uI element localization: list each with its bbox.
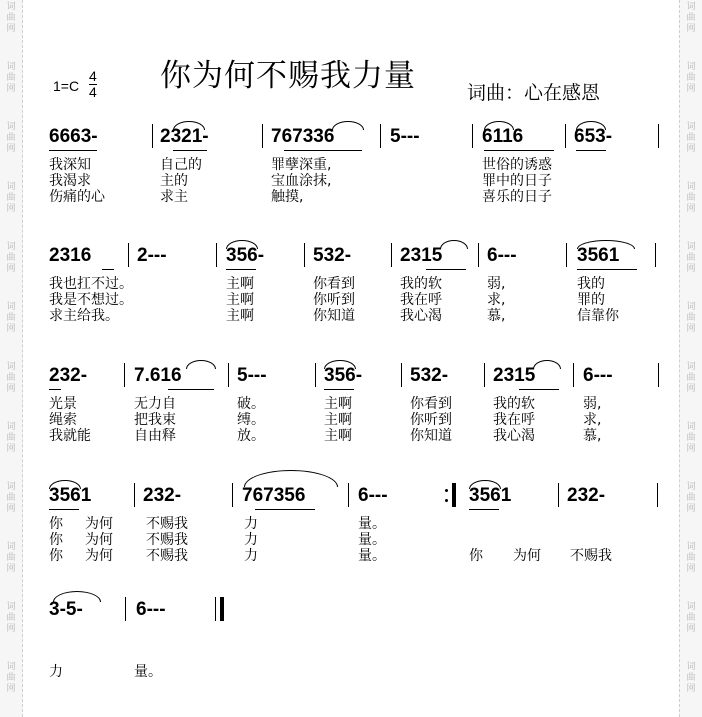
watermark-text: 词 曲 网 xyxy=(6,302,16,334)
measure-1-5: 6116 xyxy=(482,126,524,147)
lyric: 你看到 xyxy=(410,396,452,412)
measure-2-7: 3561 xyxy=(577,245,620,266)
final-barline-thick xyxy=(220,597,224,621)
barline xyxy=(125,597,126,621)
barline xyxy=(380,124,381,148)
lyric: 触摸, xyxy=(271,189,304,205)
beam-line xyxy=(324,389,354,390)
lyric: 慕, xyxy=(583,428,602,444)
beam-line xyxy=(577,269,637,270)
lyric: 我的软 xyxy=(493,396,535,412)
lyric: 你 xyxy=(49,516,63,532)
watermark-text: 词 曲 网 xyxy=(6,542,16,574)
lyric: 自由释 xyxy=(134,428,176,444)
repeat-dot xyxy=(445,499,448,502)
lyric: 你听到 xyxy=(410,412,452,428)
lyric: 力 xyxy=(244,548,258,564)
barline xyxy=(152,124,153,148)
slur xyxy=(173,121,205,130)
barline xyxy=(262,124,263,148)
lyric: 为何 xyxy=(85,548,113,564)
slur xyxy=(244,470,338,487)
lyric: 量。 xyxy=(134,664,162,680)
measure-3-3: 5--- xyxy=(237,365,267,386)
lyric: 力 xyxy=(49,664,63,680)
lyric: 罪孽深重, xyxy=(271,157,332,173)
lyric: 我的 xyxy=(577,276,605,292)
slur xyxy=(53,591,101,602)
barline xyxy=(484,363,485,387)
barline xyxy=(124,363,125,387)
barline xyxy=(216,243,217,267)
watermark-text: 词 曲 网 xyxy=(686,602,696,634)
measure-3-5: 532- xyxy=(410,365,449,386)
watermark-text: 词 曲 网 xyxy=(686,362,696,394)
lyric: 光景 xyxy=(49,396,77,412)
measure-3-6: 2315 xyxy=(493,365,536,386)
lyric: 主啊 xyxy=(226,276,254,292)
barline xyxy=(472,124,473,148)
lyric: 量。 xyxy=(358,516,386,532)
time-signature xyxy=(89,69,97,100)
credit-line: 词曲：心在感恩 xyxy=(467,82,601,104)
lyric: 你 xyxy=(469,548,483,564)
lyric: 主啊 xyxy=(324,412,352,428)
watermark-text: 词 曲 网 xyxy=(6,122,16,154)
barline xyxy=(232,483,233,507)
time-signature-bottom: 4 xyxy=(89,84,97,100)
lyric: 弱, xyxy=(487,276,506,292)
slur xyxy=(484,121,514,130)
lyric: 求主 xyxy=(160,189,188,205)
measure-2-5: 2315 xyxy=(400,245,443,266)
barline xyxy=(566,243,567,267)
slur xyxy=(324,360,356,369)
song-title: 你为何不赐我力量 xyxy=(160,58,416,94)
measure-3-4: 356- xyxy=(324,365,363,386)
beam-line xyxy=(226,269,256,270)
lyric: 主啊 xyxy=(324,396,352,412)
lyric: 求主给我。 xyxy=(49,308,119,324)
barline xyxy=(315,363,316,387)
measure-3-7: 6--- xyxy=(583,365,613,386)
measure-4-4: 6--- xyxy=(358,485,388,506)
lyric: 不赐我 xyxy=(146,548,188,564)
lyric: 求, xyxy=(487,292,506,308)
slur xyxy=(226,240,258,249)
measure-2-6: 6--- xyxy=(487,245,517,266)
beam-line xyxy=(519,389,559,390)
watermark-text: 词 曲 网 xyxy=(686,422,696,454)
watermark-text: 词 曲 网 xyxy=(686,542,696,574)
measure-3-1: 232- xyxy=(49,365,88,386)
lyric: 主啊 xyxy=(226,308,254,324)
beam-line xyxy=(102,269,114,270)
lyric: 破。 xyxy=(237,396,265,412)
lyric: 为何 xyxy=(85,516,113,532)
lyric: 力 xyxy=(244,532,258,548)
barline xyxy=(655,243,656,267)
repeat-dot xyxy=(445,489,448,492)
lyric: 主啊 xyxy=(226,292,254,308)
lyric: 我深知 xyxy=(49,157,91,173)
measure-1-3: 767336 xyxy=(271,126,335,147)
watermark-text: 词 曲 网 xyxy=(6,242,16,274)
lyric: 缚。 xyxy=(237,412,265,428)
measure-3-2: 7.616 xyxy=(134,365,182,386)
lyric: 我渴求 xyxy=(49,173,91,189)
lyric: 把我束 xyxy=(134,412,176,428)
lyric: 我也扛不过。 xyxy=(49,276,133,292)
measure-2-4: 532- xyxy=(313,245,352,266)
lyric: 你听到 xyxy=(313,292,355,308)
lyric: 你看到 xyxy=(313,276,355,292)
barline xyxy=(657,483,658,507)
lyric: 量。 xyxy=(358,532,386,548)
lyric: 力 xyxy=(244,516,258,532)
lyric: 世俗的诱惑 xyxy=(482,157,552,173)
final-barline-thin xyxy=(215,597,216,621)
barline xyxy=(658,124,659,148)
measure-4-3: 767356 xyxy=(242,485,306,506)
measure-2-3: 356- xyxy=(226,245,265,266)
lyric: 伤痛的心 xyxy=(49,189,105,205)
lyric: 宝血涂抹, xyxy=(271,173,332,189)
lyric: 绳索 xyxy=(49,412,77,428)
watermark-text: 词 曲 网 xyxy=(686,662,696,694)
measure-1-2: 2321- xyxy=(160,126,209,147)
lyric: 我心渴 xyxy=(400,308,442,324)
barline xyxy=(128,243,129,267)
beam-line xyxy=(173,150,207,151)
lyric: 你知道 xyxy=(313,308,355,324)
measure-1-4: 5--- xyxy=(390,126,420,147)
key-signature: 1=C xyxy=(53,78,80,94)
barline xyxy=(565,124,566,148)
watermark-text: 词 曲 网 xyxy=(686,302,696,334)
lyric: 你 xyxy=(49,548,63,564)
lyric: 我是不想过。 xyxy=(49,292,133,308)
lyric: 为何 xyxy=(513,548,541,564)
watermark-text: 词 曲 网 xyxy=(6,2,16,34)
watermark-text: 词 曲 网 xyxy=(6,482,16,514)
lyric: 我就能 xyxy=(49,428,91,444)
watermark-text: 词 曲 网 xyxy=(686,62,696,94)
measure-5-1: 3-5- xyxy=(49,599,83,620)
barline xyxy=(134,483,135,507)
slur xyxy=(533,360,561,369)
watermark-text: 词 曲 网 xyxy=(686,122,696,154)
slur xyxy=(332,121,364,130)
lyric: 求, xyxy=(583,412,602,428)
watermark-text: 词 曲 网 xyxy=(686,182,696,214)
watermark-text: 词 曲 网 xyxy=(6,422,16,454)
lyric: 你知道 xyxy=(410,428,452,444)
lyric: 放。 xyxy=(237,428,265,444)
watermark-text: 词 曲 网 xyxy=(6,602,16,634)
watermark-text: 词 曲 网 xyxy=(6,362,16,394)
lyric: 我心渴 xyxy=(493,428,535,444)
lyric: 罪的 xyxy=(577,292,605,308)
lyric: 你 xyxy=(49,532,63,548)
lyric: 我在呼 xyxy=(493,412,535,428)
barline xyxy=(558,483,559,507)
barline xyxy=(391,243,392,267)
watermark-text: 词 曲 网 xyxy=(6,62,16,94)
lyric: 不赐我 xyxy=(570,548,612,564)
slur xyxy=(440,240,468,249)
lyric: 信靠你 xyxy=(577,308,619,324)
watermark-text: 词 曲 网 xyxy=(686,482,696,514)
watermark-text: 词 曲 网 xyxy=(6,182,16,214)
beam-line xyxy=(49,389,61,390)
lyric: 不赐我 xyxy=(146,516,188,532)
beam-line xyxy=(284,150,362,151)
beam-line xyxy=(484,150,554,151)
measure-4-1: 3561 xyxy=(49,485,92,506)
beam-line xyxy=(469,509,499,510)
beam-line xyxy=(49,150,97,151)
measure-4-5: 3561 xyxy=(469,485,512,506)
watermark-text: 词 曲 网 xyxy=(686,2,696,34)
lyric: 主啊 xyxy=(324,428,352,444)
lyric: 为何 xyxy=(85,532,113,548)
barline xyxy=(228,363,229,387)
slur xyxy=(186,360,216,369)
beam-line xyxy=(168,389,214,390)
lyric: 罪中的日子 xyxy=(482,173,552,189)
slur xyxy=(576,121,606,130)
barline xyxy=(401,363,402,387)
lyric: 不赐我 xyxy=(146,532,188,548)
slur xyxy=(49,480,81,489)
barline xyxy=(573,363,574,387)
measure-4-2: 232- xyxy=(143,485,182,506)
slur xyxy=(469,480,501,489)
lyric: 无力自 xyxy=(134,396,176,412)
barline xyxy=(304,243,305,267)
lyric: 喜乐的日子 xyxy=(482,189,552,205)
measure-5-2: 6--- xyxy=(136,599,166,620)
measure-1-1: 6663- xyxy=(49,126,98,147)
barline xyxy=(658,363,659,387)
beam-line xyxy=(255,509,315,510)
measure-2-2: 2--- xyxy=(137,245,167,266)
time-signature-top: 4 xyxy=(89,68,97,84)
lyric: 自己的 xyxy=(160,157,202,173)
lyric: 我在呼 xyxy=(400,292,442,308)
beam-line xyxy=(426,269,466,270)
barline xyxy=(478,243,479,267)
slur xyxy=(577,240,635,249)
beam-line xyxy=(49,509,79,510)
lyric: 量。 xyxy=(358,548,386,564)
measure-1-6: 653- xyxy=(574,126,613,147)
watermark-text: 词 曲 网 xyxy=(6,662,16,694)
repeat-barline xyxy=(452,483,456,507)
barline xyxy=(348,483,349,507)
lyric: 我的软 xyxy=(400,276,442,292)
lyric: 慕, xyxy=(487,308,506,324)
measure-4-6: 232- xyxy=(567,485,606,506)
lyric: 主的 xyxy=(160,173,188,189)
watermark-text: 词 曲 网 xyxy=(686,242,696,274)
beam-line xyxy=(576,150,606,151)
lyric: 弱, xyxy=(583,396,602,412)
measure-2-1: 2316 xyxy=(49,245,92,266)
